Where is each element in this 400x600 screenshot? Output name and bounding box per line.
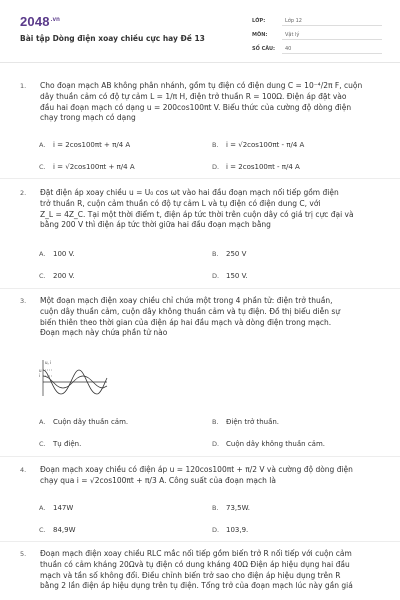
option-b[interactable]: B. i = √2cos100πt - π/4 A [212, 141, 305, 149]
site-logo[interactable]: $2048^{.vn}$ [20, 14, 61, 29]
question-1 [20, 81, 385, 131]
option-a[interactable]: A. 100 V. [39, 250, 75, 258]
option-d[interactable]: D. Cuộn dây không thuần cảm. [212, 440, 325, 448]
option-a[interactable]: A. 147W [39, 504, 74, 512]
option-a[interactable]: A. Cuộn dây thuần cảm. [39, 418, 129, 426]
question-5 [20, 549, 385, 597]
question-number: 5. [20, 550, 27, 558]
option-d[interactable]: D. 103,9. [212, 526, 249, 534]
question-4 [20, 465, 385, 489]
option-d[interactable]: D. i = 2cos100πt - π/4 A [212, 163, 300, 171]
graph-i-label: i [39, 373, 41, 378]
header: $2048^{.vn}$ Bài tập Dòng điện xoay chiều cực hay Đề 13 LỚP: Lớp 12 MÔN: Vật lý SỐ CÂU: 40 [0, 0, 400, 62]
question-number: 3. [20, 297, 27, 305]
u-i-graph [39, 358, 109, 398]
option-c[interactable]: C. 200 V. [39, 272, 75, 280]
question-2 [20, 188, 385, 238]
question-separator [0, 178, 400, 179]
question-number: 4. [20, 466, 27, 474]
header-divider [0, 62, 400, 63]
question-text: Cho đoạn mạch AB không phân nhánh, gồm tụ điện có điện dung C = 10⁻⁴/2π F, cuộn dây thuần cảm có độ tự cảm L = 1/π H, điện trở thuần R = 100Ω. Điện áp đặt vào đầu hai đoạn mạch có dạng u = 200cos100πt V. Biểu thức của cường độ dòng điện chạy trong mạch có dạng [40, 81, 363, 123]
graph-y-label: u, i [45, 360, 52, 365]
graph-u-label: u [39, 368, 42, 373]
option-a[interactable]: A. i = 2cos100πt + π/4 A [39, 141, 131, 149]
question-text: Đặt điện áp xoay chiều u = U₀ cos ωt vào hai đầu đoạn mạch nối tiếp gồm điện trở thuần R, cuộn cảm thuần có độ tự cảm L và tụ điện có điện dung C, với Z_L = 4Z_C. Tại một thời điểm t, điện áp tức thời trên cuộn dây có giá trị cực đại và bằng 200 V thì điện áp tức thời giữa hai đầu đoạn mạch bằng [40, 188, 354, 230]
option-b[interactable]: B. 250 V [212, 250, 247, 258]
question-text: Đoạn mạch xoay chiều có điện áp u = 120cos100πt + π/2 V và cường độ dòng điện chạy qua i = √2cos100πt + π/3 A. Công suất của đoạn mạch là [40, 465, 353, 485]
question-separator [0, 541, 400, 542]
question-number: 1. [20, 82, 27, 90]
option-c[interactable]: C. Tụ điện. [39, 440, 82, 448]
question-text: Đoạn mạch điện xoay chiều RLC mắc nối tiếp gồm biến trở R nối tiếp với cuộn cảm thuần có cảm kháng 20Ωvà tụ điện có dung kháng 40Ω Điện áp hiệu dụng hai đầu mạch và tần số không đổi. Điều chỉnh biến trở sao cho điện áp hiệu dụng trên R bằng 2 lần điện áp hiệu dụng trên tụ điện. Tổng trở của đoạn mạch lúc này gần giá [40, 549, 353, 591]
document-title: Bài tập Dòng điện xoay chiều cực hay Đề 13 [20, 34, 205, 43]
question-text: Một đoạn mạch điện xoay chiều chỉ chứa một trong 4 phần tử: điện trở thuần, cuộn dây thuần cảm, cuộn dây không thuần cảm và tụ điện. Đồ thị biểu diễn sự biến thiên theo thời gian của điện áp hai đầu mạch và dòng điện trong mạch. Đoạn mạch này chứa phần tử nào [40, 296, 340, 338]
option-c[interactable]: C. 84,9W [39, 526, 76, 534]
question-separator [0, 288, 400, 289]
question-3 [20, 296, 385, 346]
option-c[interactable]: C. i = √2cos100πt + π/4 A [39, 163, 135, 171]
option-b[interactable]: B. 73,5W. [212, 504, 250, 512]
question-number: 2. [20, 189, 27, 197]
option-d[interactable]: D. 150 V. [212, 272, 248, 280]
option-b[interactable]: B. Điện trở thuần. [212, 418, 280, 426]
question-separator [0, 456, 400, 457]
